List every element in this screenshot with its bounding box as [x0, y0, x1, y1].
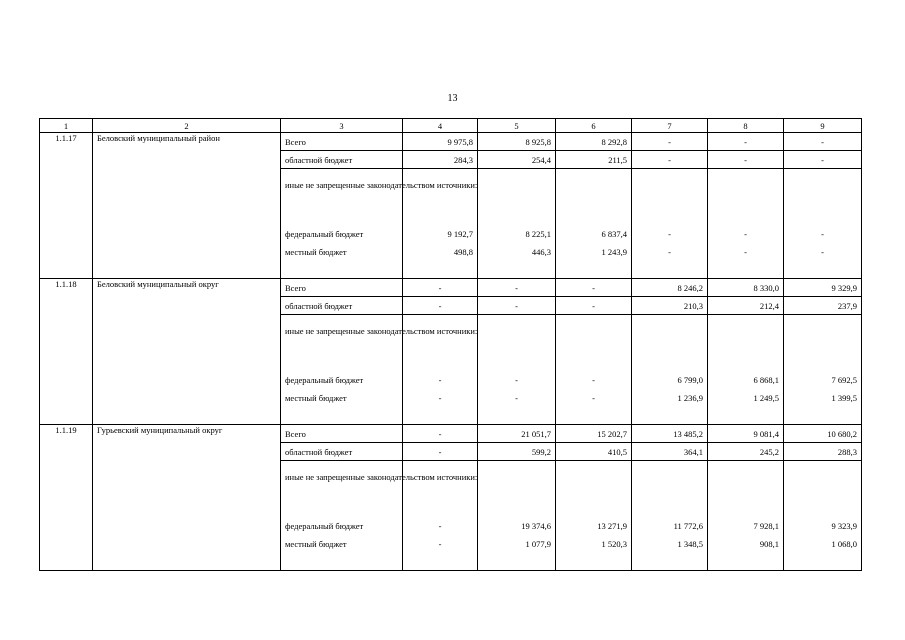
total-value: -	[708, 133, 784, 151]
total-value: 10 680,2	[784, 425, 862, 443]
header-cell: 5	[478, 119, 556, 133]
value-cell	[708, 315, 784, 425]
header-cell: 7	[632, 119, 708, 133]
value-cell	[632, 461, 708, 571]
budget-table	[39, 118, 862, 571]
total-value: -	[403, 425, 478, 443]
local-value: 1 243,9	[601, 247, 627, 257]
value-cell	[708, 461, 784, 571]
total-value: 8 330,0	[708, 279, 784, 297]
total-value: 8 925,8	[478, 133, 556, 151]
local-value: -	[821, 247, 824, 257]
federal-value: 6 868,1	[753, 375, 779, 385]
header-cell: 3	[281, 119, 403, 133]
value-cell	[632, 169, 708, 279]
header-cell: 6	[556, 119, 632, 133]
regional-value: 254,4	[478, 151, 556, 169]
regional-value: -	[784, 151, 862, 169]
row-code: 1.1.19	[40, 425, 93, 571]
regional-value: -	[708, 151, 784, 169]
federal-budget-label: федеральный бюджет	[285, 521, 364, 531]
regional-value: 211,5	[556, 151, 632, 169]
federal-value: -	[744, 229, 747, 239]
regional-value: 599,2	[478, 443, 556, 461]
local-value: 1 249,5	[753, 393, 779, 403]
regional-value: 410,5	[556, 443, 632, 461]
federal-value: 7 928,1	[753, 521, 779, 531]
regional-label: областной бюджет	[281, 151, 403, 169]
other-sources-label: иные не запрещенные законодательством источники:	[285, 180, 478, 190]
regional-value: 237,9	[784, 297, 862, 315]
federal-value: -	[515, 375, 518, 385]
regional-value: -	[403, 297, 478, 315]
total-value: 8 292,8	[556, 133, 632, 151]
regional-value: 288,3	[784, 443, 862, 461]
header-cell: 4	[403, 119, 478, 133]
total-value: 9 329,9	[784, 279, 862, 297]
total-value: -	[556, 279, 632, 297]
federal-value: 11 772,6	[673, 521, 703, 531]
total-value: 9 975,8	[403, 133, 478, 151]
federal-value: 9 323,9	[831, 521, 857, 531]
local-budget-label: местный бюджет	[285, 393, 347, 403]
header-cell: 8	[708, 119, 784, 133]
value-cell	[478, 461, 556, 571]
federal-budget-label: федеральный бюджет	[285, 375, 364, 385]
local-value: -	[515, 393, 518, 403]
local-value: 1 236,9	[677, 393, 703, 403]
value-cell	[708, 169, 784, 279]
federal-budget-label: федеральный бюджет	[285, 229, 364, 239]
municipality-name: Беловский муниципальный район	[93, 133, 281, 279]
row-code: 1.1.17	[40, 133, 93, 279]
federal-value: -	[668, 229, 671, 239]
regional-value: -	[556, 297, 632, 315]
municipality-name: Беловский муниципальный округ	[93, 279, 281, 425]
federal-value: -	[438, 521, 442, 531]
block-row-total	[40, 279, 862, 297]
regional-label: областной бюджет	[281, 297, 403, 315]
federal-value: -	[592, 375, 595, 385]
value-cell	[784, 461, 862, 571]
total-value: 13 485,2	[632, 425, 708, 443]
regional-label: областной бюджет	[281, 443, 403, 461]
total-label: Всего	[281, 133, 403, 151]
value-cell	[784, 169, 862, 279]
total-label: Всего	[281, 279, 403, 297]
total-value: -	[403, 279, 478, 297]
block-row-total	[40, 425, 862, 443]
header-cell: 9	[784, 119, 862, 133]
sources-cell	[281, 461, 478, 571]
total-value: -	[478, 279, 556, 297]
header-cell: 2	[93, 119, 281, 133]
header-row	[40, 119, 862, 133]
block-row-total	[40, 133, 862, 151]
other-sources-label: иные не запрещенные законодательством источники:	[285, 472, 478, 482]
local-value: 498,8	[453, 247, 473, 257]
federal-value: 6 837,4	[601, 229, 627, 239]
local-budget-label: местный бюджет	[285, 247, 347, 257]
value-cell	[556, 169, 632, 279]
local-value: 1 348,5	[677, 539, 703, 549]
sources-cell	[281, 315, 478, 425]
regional-value: 245,2	[708, 443, 784, 461]
municipality-name: Гурьевский муниципальный округ	[93, 425, 281, 571]
local-value: 1 077,9	[525, 539, 551, 549]
local-value: -	[744, 247, 747, 257]
local-value: 908,1	[759, 539, 779, 549]
federal-value: 6 799,0	[677, 375, 703, 385]
total-value: -	[632, 133, 708, 151]
value-cell	[632, 315, 708, 425]
regional-value: 284,3	[403, 151, 478, 169]
regional-value: 364,1	[632, 443, 708, 461]
page-number: 13	[447, 93, 458, 104]
federal-value: 7 692,5	[831, 375, 857, 385]
federal-value: 9 192,7	[447, 229, 473, 239]
federal-value: 19 374,6	[521, 521, 551, 531]
total-value: -	[784, 133, 862, 151]
total-value: 15 202,7	[556, 425, 632, 443]
header-cell: 1	[40, 119, 93, 133]
local-value: 1 068,0	[831, 539, 857, 549]
total-value: 8 246,2	[632, 279, 708, 297]
local-budget-label: местный бюджет	[285, 539, 347, 549]
federal-value: -	[821, 229, 824, 239]
regional-value: -	[632, 151, 708, 169]
value-cell	[784, 315, 862, 425]
value-cell	[478, 315, 556, 425]
local-value: 446,3	[531, 247, 551, 257]
local-value: 1 399,5	[831, 393, 857, 403]
local-value: -	[438, 539, 442, 549]
federal-value: 8 225,1	[525, 229, 551, 239]
row-code: 1.1.18	[40, 279, 93, 425]
local-value: -	[438, 393, 442, 403]
value-cell	[478, 169, 556, 279]
regional-value: -	[403, 443, 478, 461]
other-sources-label: иные не запрещенные законодательством источники:	[285, 326, 478, 336]
value-cell	[556, 315, 632, 425]
regional-value: 212,4	[708, 297, 784, 315]
value-cell	[556, 461, 632, 571]
total-label: Всего	[281, 425, 403, 443]
local-value: 1 520,3	[601, 539, 627, 549]
total-value: 9 081,4	[708, 425, 784, 443]
regional-value: -	[478, 297, 556, 315]
local-value: -	[592, 393, 595, 403]
federal-value: 13 271,9	[597, 521, 627, 531]
local-value: -	[668, 247, 671, 257]
regional-value: 210,3	[632, 297, 708, 315]
total-value: 21 051,7	[478, 425, 556, 443]
federal-value: -	[438, 375, 442, 385]
